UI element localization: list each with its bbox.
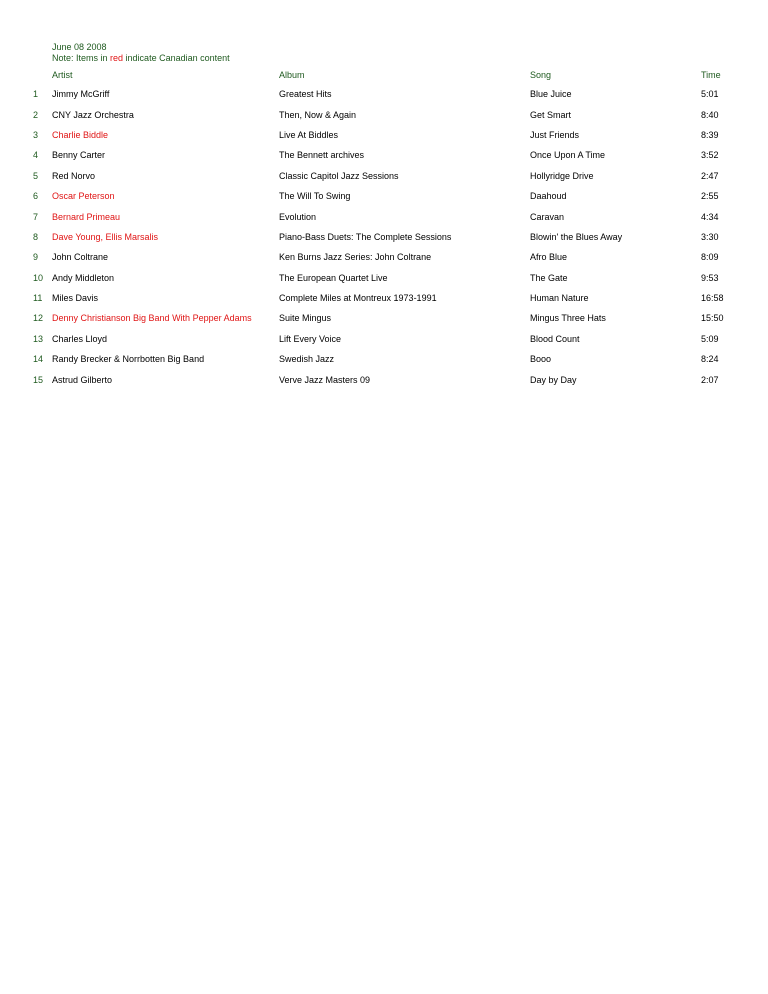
time-cell: 3:30: [701, 231, 719, 242]
artist-cell: Red Norvo: [52, 170, 96, 181]
album-cell: Then, Now & Again: [279, 109, 357, 120]
artist-cell: Charlie Biddle: [52, 129, 109, 140]
column-header-number: [24, 70, 52, 84]
artist-cell: Bernard Primeau: [52, 211, 121, 222]
table-row: [24, 288, 741, 308]
table-row: [24, 349, 741, 369]
album-cell: Swedish Jazz: [279, 354, 335, 365]
track-number: 2: [33, 109, 39, 120]
album-cell: Classic Capitol Jazz Sessions: [279, 170, 399, 181]
song-cell: Blood Count: [530, 333, 580, 344]
track-number: 3: [33, 129, 39, 140]
table-row: [24, 145, 741, 165]
legend-note-red-word: red: [110, 53, 124, 63]
album-cell: The Will To Swing: [279, 191, 351, 202]
song-cell: Blowin' the Blues Away: [530, 231, 623, 242]
table-row: [24, 166, 741, 186]
time-cell: 8:24: [701, 354, 719, 365]
legend-note-prefix: Note: Items in: [52, 53, 111, 63]
song-cell: Caravan: [530, 211, 565, 222]
album-cell: Greatest Hits: [279, 89, 332, 100]
artist-cell: John Coltrane: [52, 252, 109, 263]
table-row: [24, 227, 741, 247]
track-number: 6: [33, 191, 39, 202]
artist-cell: Dave Young, Ellis Marsalis: [52, 231, 159, 242]
album-cell: Suite Mingus: [279, 313, 332, 324]
album-cell: Verve Jazz Masters 09: [279, 374, 371, 385]
song-cell: Booo: [530, 354, 552, 365]
song-cell: Get Smart: [530, 109, 572, 120]
column-header-artist: Artist: [52, 70, 73, 80]
track-number: 15: [33, 374, 44, 385]
artist-cell: CNY Jazz Orchestra: [52, 109, 134, 120]
artist-cell: Benny Carter: [52, 150, 106, 161]
track-number: 7: [33, 211, 39, 222]
table-row: [24, 186, 741, 206]
legend-note: [52, 53, 230, 64]
artist-cell: Charles Lloyd: [52, 333, 108, 344]
track-number: 11: [33, 293, 43, 304]
album-cell: Piano-Bass Duets: The Complete Sessions: [279, 231, 452, 242]
time-cell: 2:47: [701, 170, 719, 181]
table-row: [24, 247, 741, 267]
time-cell: 8:09: [701, 252, 719, 263]
track-number: 14: [33, 354, 44, 365]
track-number: 1: [33, 89, 39, 100]
time-cell: 2:07: [701, 374, 719, 385]
track-number: 9: [33, 252, 39, 263]
column-header-song: Song: [530, 70, 552, 80]
song-cell: Human Nature: [530, 293, 589, 304]
table-row: [24, 268, 741, 288]
song-cell: Hollyridge Drive: [530, 170, 594, 181]
table-row: [24, 308, 741, 328]
track-number: 12: [33, 313, 44, 324]
album-cell: Live At Biddles: [279, 129, 339, 140]
track-number: 5: [33, 170, 39, 181]
artist-cell: Oscar Peterson: [52, 191, 115, 202]
song-cell: Afro Blue: [530, 252, 568, 263]
time-cell: 4:34: [701, 211, 719, 222]
time-cell: 5:01: [701, 89, 719, 100]
song-cell: Blue Juice: [530, 89, 572, 100]
playlist-table: [24, 70, 741, 390]
playlist-date: June 08 2008: [52, 42, 107, 52]
table-row: [24, 125, 741, 145]
artist-cell: Jimmy McGriff: [52, 89, 110, 100]
artist-cell: Miles Davis: [52, 293, 99, 304]
song-cell: Mingus Three Hats: [530, 313, 606, 324]
artist-cell: Andy Middleton: [52, 272, 115, 283]
album-cell: Complete Miles at Montreux 1973-1991: [279, 293, 437, 304]
song-cell: Once Upon A Time: [530, 150, 606, 161]
time-cell: 5:09: [701, 333, 719, 344]
playlist-rows: [24, 84, 741, 390]
table-row: [24, 84, 741, 104]
time-cell: 8:39: [701, 129, 719, 140]
column-header-time: Time: [701, 70, 721, 80]
track-number: 8: [33, 231, 39, 242]
song-cell: Day by Day: [530, 374, 577, 385]
song-cell: Just Friends: [530, 129, 580, 140]
table-row: [24, 206, 741, 226]
album-cell: The Bennett archives: [279, 150, 365, 161]
album-cell: Ken Burns Jazz Series: John Coltrane: [279, 252, 432, 263]
time-cell: 9:53: [701, 272, 719, 283]
album-cell: Evolution: [279, 211, 317, 222]
column-header-album: Album: [279, 70, 305, 80]
time-cell: 15:50: [701, 313, 724, 324]
track-number: 4: [33, 150, 39, 161]
artist-cell: Randy Brecker & Norrbotten Big Band: [52, 354, 205, 365]
artist-cell: Denny Christianson Big Band With Pepper Adams: [52, 313, 252, 324]
time-cell: 3:52: [701, 150, 719, 161]
table-row: [24, 369, 741, 389]
song-cell: The Gate: [530, 272, 568, 283]
legend-note-suffix: indicate Canadian content: [123, 53, 230, 63]
track-number: 10: [33, 272, 44, 283]
time-cell: 2:55: [701, 191, 719, 202]
table-header-row: [24, 70, 741, 84]
time-cell: 16:58: [701, 293, 724, 304]
table-row: [24, 104, 741, 124]
artist-cell: Astrud Gilberto: [52, 374, 113, 385]
table-row: [24, 329, 741, 349]
song-cell: Daahoud: [530, 191, 567, 202]
document-header: [52, 42, 230, 64]
album-cell: Lift Every Voice: [279, 333, 342, 344]
album-cell: The European Quartet Live: [279, 272, 388, 283]
time-cell: 8:40: [701, 109, 719, 120]
track-number: 13: [33, 333, 44, 344]
